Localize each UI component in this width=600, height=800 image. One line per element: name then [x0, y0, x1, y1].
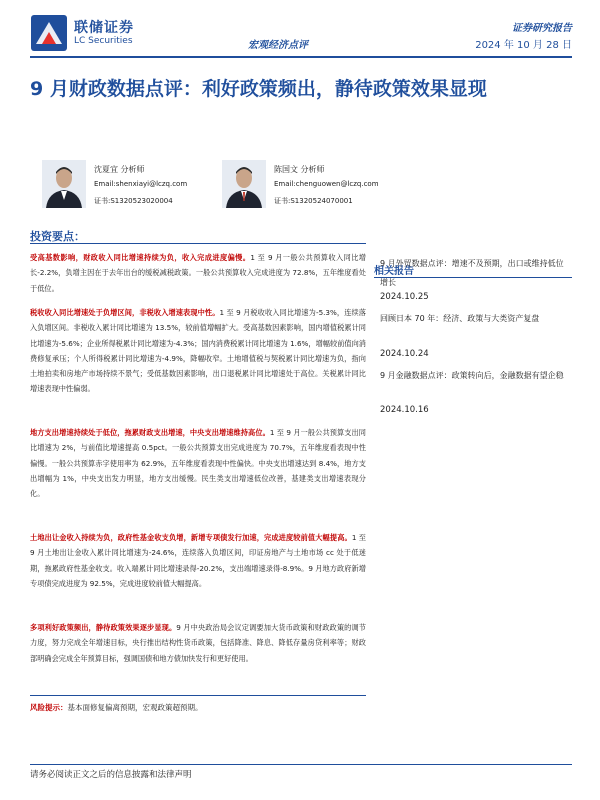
analyst-email[interactable]: Email:shenxiayi@lczq.com — [94, 180, 188, 188]
paragraph-highlight: 地方支出增速持续处于低位，拖累财政支出增速，中央支出增速维持高位。 — [30, 428, 270, 437]
related-reports-heading: 相关报告 — [374, 266, 414, 277]
summary-paragraph — [30, 250, 366, 296]
person-icon — [222, 160, 266, 208]
logo-english-name: LC Securities — [74, 36, 133, 46]
report-type: 证券研究报告 — [512, 23, 572, 34]
paragraph-highlight: 土地出让金收入持续为负，政府性基金收支负增，新增专项债发行加速，完成进度较前值大幅提高。 — [30, 533, 352, 542]
related-report-link[interactable]: 回顾日本 70 年：经济、政策与大类资产复盘 — [380, 314, 540, 323]
related-report-date: 2024.10.25 — [380, 292, 429, 302]
summary-paragraph — [30, 305, 366, 397]
paragraph-body: 1 至 9 月税收收入同比增速为-5.3%，连续落入负增区间。非税收入累计同比增速为 13.5%，较前值增幅扩大。受高基数因素影响，国内增值税累计同比增速为-5.6%；企业所得税累计同比增速为-4.3%；国内消费税累计同比增速为 1.6%，增幅较前值向消费修复承压；个人所得税累计同比增速为-4.9%，降幅收窄。土地增值税与契税累计同比增速为负，指向土地拍卖和房地产市场持续不景气；受低基数因素影响，出口退税累计同比增速处于高位。关税累计同比增速表现中性偏弱。 — [30, 308, 366, 394]
paragraph-body: 1 至 9 月一般公共预算支出同比增速为 2%，与前值比增速提高 0.5pct。一般公共预算支出完成进度为 70.7%，五年维度看表现中性偏慢。一般公共预算赤字使用率为 62.9%，五年维度看表现中性偏快。中央支出增速达到 8.4%，地方支出增幅为 1%，中央支出发力明显，地方支出缓慢。民生类支出增速低位改善，基建类支出增速表现分化。 — [30, 428, 366, 499]
summary-paragraph — [30, 620, 366, 666]
avatar — [42, 160, 86, 208]
footer-divider — [30, 764, 572, 765]
paragraph-highlight: 多项利好政策频出，静待政策效果逐步显现。 — [30, 623, 177, 632]
analyst-name: 沈夏宜 分析师 — [94, 165, 145, 174]
paragraph-body: 9 月中央政治局会议定调要加大货币政策和财政政策的调节力度，努力完成全年增速目标，央行推出结构性货币政策，包括降准、降息、降低存量房贷利率等；财政部明确会完成全年预算目标，强调国债和地方债加快发行和更好使用。 — [30, 623, 366, 663]
report-category: 宏观经济点评 — [248, 40, 308, 51]
risk-divider — [30, 695, 366, 696]
footer-disclaimer: 请务必阅读正文之后的信息披露和法律声明 — [30, 770, 192, 780]
summary-heading: 投资要点： — [30, 230, 85, 243]
report-date: 2024 年 10 月 28 日 — [475, 40, 572, 51]
analyst-certificate: 证书:S1320523020004 — [94, 197, 173, 205]
analyst-certificate: 证书:S1320524070001 — [274, 197, 353, 205]
summary-divider — [30, 243, 366, 244]
logo-mark-icon — [30, 14, 68, 52]
risk-label: 风险提示： — [30, 703, 68, 712]
summary-paragraph — [30, 425, 366, 501]
paragraph-body: 1 至 9 月土地出让金收入累计同比增速为-24.6%，连续落入负增区间，印证房地产与土地市场 cc 处于低迷期，拖累政府性基金收支。收入端累计同比增速录得-20.2%，支出端增速录得-8.9%。9 月地方政府新增专项债完成进度为 92.5%，完成进度较前值大幅提高。 — [30, 533, 366, 588]
header-divider — [30, 56, 572, 58]
related-report-link[interactable]: 9 月外贸数据点评：增速不及预期，出口或维持低位增长 — [380, 259, 564, 287]
paragraph-highlight: 税收收入同比增速处于负增区间，非税收入增速表现中性。 — [30, 308, 220, 317]
page-title: 9 月财政数据点评：利好政策频出，静待政策效果显现 — [30, 78, 487, 100]
analyst-email[interactable]: Email:chenguowen@lczq.com — [274, 180, 379, 188]
avatar — [222, 160, 266, 208]
analyst-name: 陈国文 分析师 — [274, 165, 325, 174]
related-report-date: 2024.10.24 — [380, 349, 429, 359]
paragraph-body: 1 至 9 月一般公共预算收入同比增长-2.2%，负增主因在于去年出台的缓税减税政策。一般公共预算收入完成进度为 72.8%，五年维度看处于低位。 — [30, 253, 366, 293]
person-icon — [42, 160, 86, 208]
summary-paragraph — [30, 530, 366, 591]
report-header — [0, 0, 600, 58]
related-report-date: 2024.10.16 — [380, 405, 429, 415]
risk-warning — [30, 702, 203, 713]
company-logo — [30, 14, 180, 52]
risk-text: 基本面修复偏离预期，宏观政策超预期。 — [67, 703, 203, 712]
paragraph-highlight: 受高基数影响，财政收入同比增速持续为负，收入完成进度偏慢。 — [30, 253, 251, 262]
logo-chinese-name: 联储证券 — [74, 20, 134, 36]
related-report-link[interactable]: 9 月金融数据点评：政策转向后，金融数据有望企稳 — [380, 371, 564, 380]
